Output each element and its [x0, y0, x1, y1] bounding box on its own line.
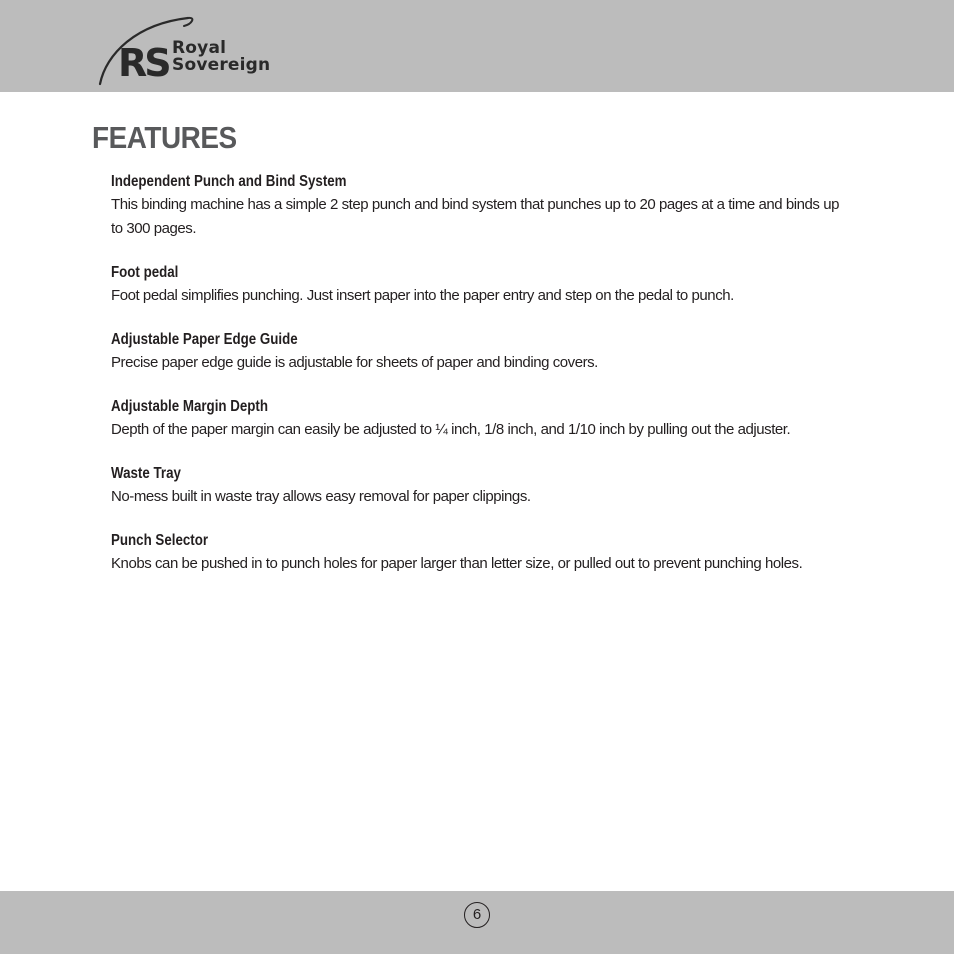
feature-item	[111, 329, 851, 375]
feature-description: This binding machine has a simple 2 step punch and bind system that punches up to 20 pages at a time and binds up to 300 pages.	[111, 196, 839, 237]
royal-sovereign-logo	[96, 14, 286, 90]
feature-description: No-mess built in waste tray allows easy removal for paper clippings.	[111, 488, 531, 505]
features-list	[111, 171, 851, 597]
feature-title: Foot pedal	[111, 264, 179, 281]
feature-item	[111, 463, 851, 509]
feature-description: Precise paper edge guide is adjustable for sheets of paper and binding covers.	[111, 354, 598, 371]
logo-monogram: RS	[118, 41, 169, 85]
feature-item	[111, 262, 851, 308]
feature-title: Adjustable Margin Depth	[111, 398, 269, 415]
logo-wordmark	[172, 40, 270, 74]
feature-title: Adjustable Paper Edge Guide	[111, 331, 298, 348]
feature-title: Independent Punch and Bind System	[111, 173, 347, 190]
feature-title: Punch Selector	[111, 532, 209, 549]
logo-name-line1: Royal	[172, 38, 227, 58]
feature-description: Depth of the paper margin can easily be adjusted to ¼ inch, 1/8 inch, and 1/10 inch by pulling out the adjuster.	[111, 421, 791, 438]
feature-description: Knobs can be pushed in to punch holes for paper larger than letter size, or pulled out to prevent punching holes.	[111, 555, 803, 572]
feature-item	[111, 171, 851, 241]
page-number: 6	[464, 902, 490, 928]
feature-item	[111, 396, 851, 442]
feature-item	[111, 530, 851, 576]
feature-title: Waste Tray	[111, 465, 181, 482]
header-band	[0, 0, 954, 92]
page-title: FEATURES	[92, 120, 237, 155]
logo-name-line2: Sovereign	[172, 55, 271, 75]
feature-description: Foot pedal simplifies punching. Just insert paper into the paper entry and step on the pedal to punch.	[111, 287, 734, 304]
